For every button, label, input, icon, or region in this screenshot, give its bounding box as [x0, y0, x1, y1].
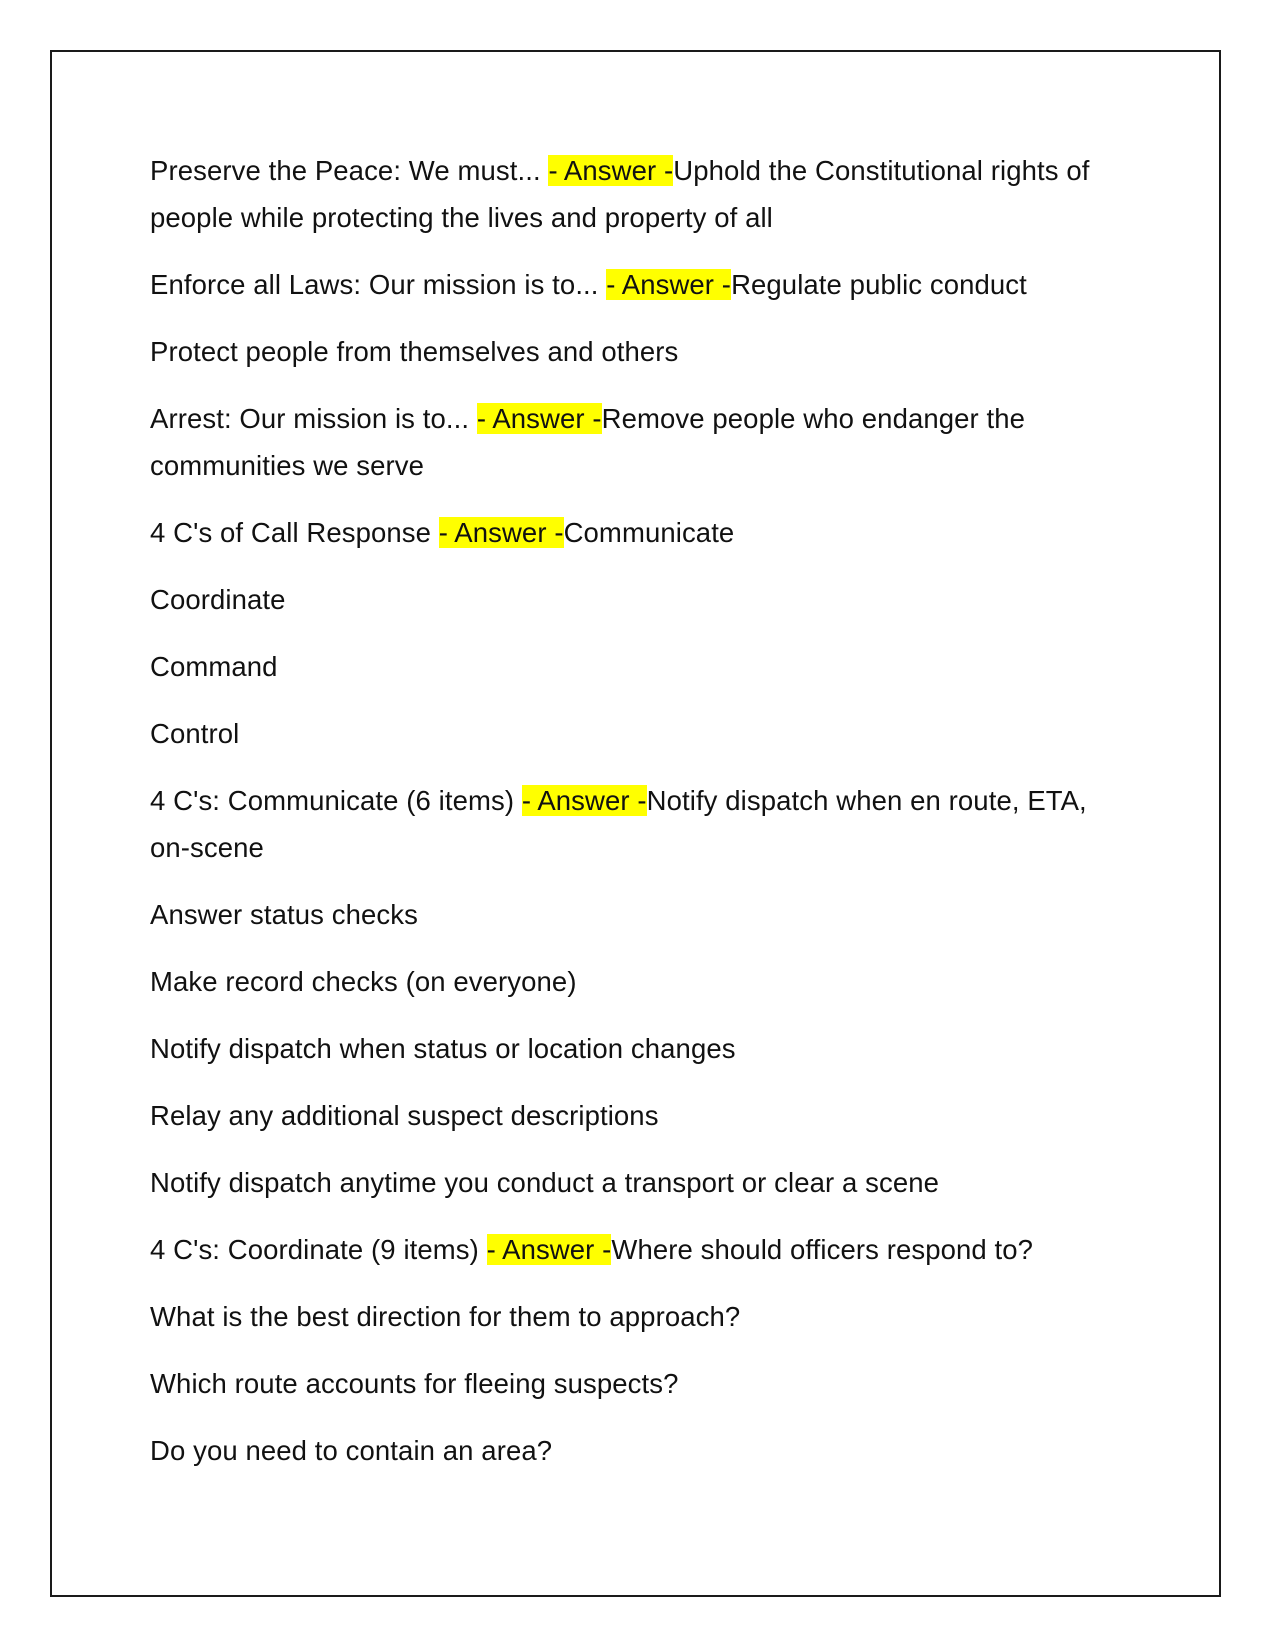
answer-highlight: - Answer -: [476, 403, 602, 434]
answer-text: Regulate public conduct: [731, 269, 1027, 300]
paragraph: [150, 328, 1130, 375]
answer-text: Communicate: [563, 517, 735, 548]
paragraph: [150, 1159, 1130, 1206]
paragraph: [150, 1427, 1130, 1474]
paragraph: [150, 1360, 1130, 1407]
paragraph: [150, 891, 1130, 938]
answer-highlight: - Answer -: [486, 1234, 612, 1265]
question-text: Arrest: Our mission is to...: [150, 403, 477, 434]
paragraph: [150, 509, 1130, 556]
question-text: 4 C's of Call Response: [150, 517, 439, 548]
answer-highlight: - Answer -: [606, 269, 732, 300]
answer-text: Protect people from themselves and others: [150, 336, 679, 367]
answer-text: Control: [150, 718, 240, 749]
question-text: 4 C's: Coordinate (9 items): [150, 1234, 487, 1265]
answer-text: What is the best direction for them to approach?: [150, 1301, 741, 1332]
answer-text: Where should officers respond to?: [611, 1234, 1034, 1265]
answer-text: Uphold the Constitutional rights of people while protecting the lives and property of all: [150, 155, 1090, 233]
answer-text: Remove people who endanger the communities we serve: [150, 403, 1026, 481]
answer-text: Make record checks (on everyone): [150, 966, 577, 997]
paragraph: [150, 710, 1130, 757]
paragraph: [150, 777, 1130, 871]
answer-text: Do you need to contain an area?: [150, 1435, 553, 1466]
answer-text: Coordinate: [150, 584, 286, 615]
answer-text: Relay any additional suspect descriptions: [150, 1100, 659, 1131]
paragraph: [150, 261, 1130, 308]
answer-text: Notify dispatch when en route, ETA, on-scene: [150, 785, 1087, 863]
question-text: 4 C's: Communicate (6 items): [150, 785, 522, 816]
answer-highlight: - Answer -: [548, 155, 674, 186]
answer-highlight: - Answer -: [521, 785, 647, 816]
paragraph: [150, 958, 1130, 1005]
question-text: Preserve the Peace: We must...: [150, 155, 549, 186]
answer-highlight: - Answer -: [438, 517, 564, 548]
paragraph: [150, 1092, 1130, 1139]
paragraph: [150, 643, 1130, 690]
answer-text: Answer status checks: [150, 899, 418, 930]
answer-text: Notify dispatch anytime you conduct a transport or clear a scene: [150, 1167, 940, 1198]
paragraph: [150, 395, 1130, 489]
paragraph: [150, 576, 1130, 623]
paragraph: [150, 147, 1130, 241]
answer-text: Notify dispatch when status or location changes: [150, 1033, 736, 1064]
paragraph: [150, 1293, 1130, 1340]
paragraph: [150, 1025, 1130, 1072]
paragraph: [150, 1226, 1130, 1273]
answer-text: Which route accounts for fleeing suspects?: [150, 1368, 679, 1399]
answer-text: Command: [150, 651, 278, 682]
question-text: Enforce all Laws: Our mission is to...: [150, 269, 607, 300]
document-body: [150, 147, 1130, 1494]
